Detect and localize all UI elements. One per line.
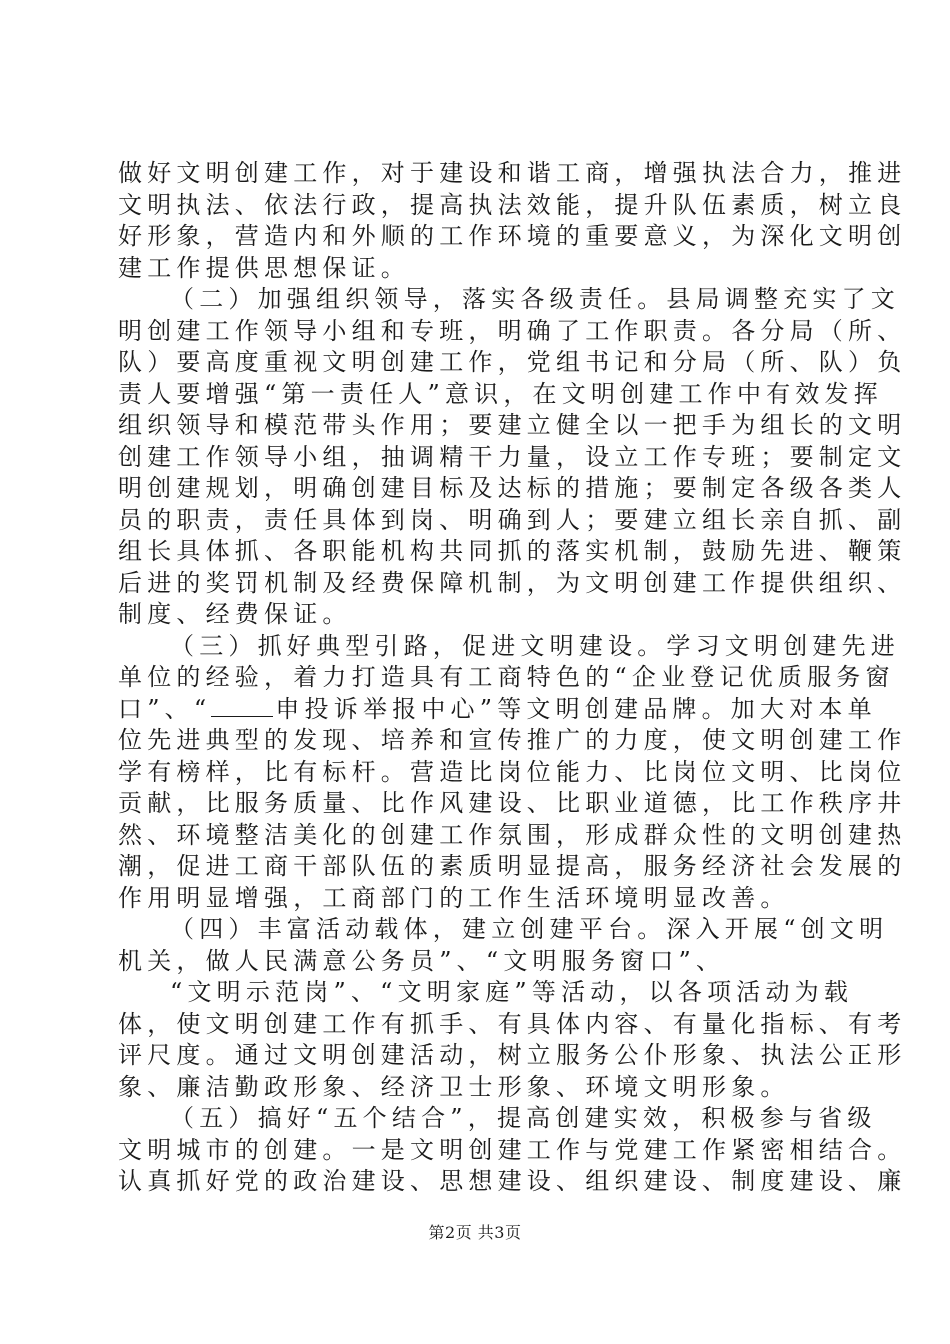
- text-segment: 申投诉举报中心”等文明创建品牌。加大对本单: [275, 694, 877, 723]
- text-line: 队）要高度重视文明创建工作，党组书记和分局（所、队）负: [118, 348, 907, 376]
- text-line: 象、廉洁勤政形象、经济卫士形象、环境文明形象。: [118, 1072, 790, 1101]
- text-line: 责人要增强“第一责任人”意识，在文明创建工作中有效发挥: [118, 379, 883, 408]
- text-line: 建工作提供思想保证。: [118, 253, 410, 282]
- text-line: 机关，做人民满意公务员”、“文明服务窗口”、: [118, 946, 726, 975]
- text-line: 文明城市的创建。一是文明创建工作与党建工作紧密相结合。: [118, 1135, 907, 1164]
- text-line: 潮，促进工商干部队伍的素质明显提高，服务经济社会发展的: [118, 852, 907, 880]
- paragraph-start-line: （三）抓好典型引路，促进文明建设。学习文明创建先进: [170, 631, 900, 660]
- text-line: 贡献，比服务质量、比作风建设、比职业道德，比工作秩序井: [118, 789, 907, 817]
- text-line: 评尺度。通过文明创建活动，树立服务公仆形象、执法公正形: [118, 1041, 907, 1069]
- text-line: 组织领导和模范带头作用；要建立健全以一把手为组长的文明: [118, 411, 907, 439]
- paragraph-start-line: （四）丰富活动载体，建立创建平台。深入开展“创文明: [170, 915, 889, 943]
- text-line: 学有榜样，比有标杆。营造比岗位能力、比岗位文明、比岗位: [118, 757, 907, 786]
- text-line-with-blank: [118, 694, 877, 726]
- text-line: 创建工作领导小组，抽调精干力量，设立工作专班；要制定文: [118, 442, 907, 471]
- text-line: 体，使文明创建工作有抓手、有具体内容、有量化指标、有考: [118, 1009, 907, 1038]
- page-number-footer: 第2页 共3页: [428, 1223, 522, 1242]
- text-line: 然、环境整洁美化的创建工作氛围，形成群众性的文明创建热: [118, 820, 907, 849]
- text-line: 明创建工作领导小组和专班，明确了工作职责。各分局（所、: [118, 316, 907, 345]
- text-line: 员的职责，责任具体到岗、明确到人；要建立组长亲自抓、副: [118, 505, 907, 534]
- text-line: 单位的经验，着力打造具有工商特色的“企业登记优质服务窗: [118, 663, 895, 691]
- text-line: “文明示范岗”、“文明家庭”等活动，以各项活动为载: [170, 978, 854, 1006]
- text-line: 文明执法、依法行政，提高执法效能，提升队伍素质，树立良: [118, 190, 907, 219]
- text-line: 制度、经费保证。: [118, 600, 352, 628]
- text-line: 好形象，营造内和外顺的工作环境的重要意义，为深化文明创: [118, 222, 907, 250]
- text-line: 组长具体抓、各职能机构共同抓的落实机制，鼓励先进、鞭策: [118, 537, 907, 565]
- text-segment: 口”、“: [118, 694, 212, 723]
- text-line: 作用明显增强，工商部门的工作生活环境明显改善。: [118, 883, 790, 912]
- text-line: 认真抓好党的政治建设、思想建设、组织建设、制度建设、廉: [118, 1167, 907, 1195]
- text-line: 做好文明创建工作，对于建设和谐工商，增强执法合力，推进: [118, 159, 907, 187]
- document-body: [118, 158, 907, 1198]
- text-line: 后进的奖罚机制及经费保障机制，为文明创建工作提供组织、: [118, 568, 907, 597]
- fill-in-blank: [211, 696, 273, 717]
- paragraph-start-line: （二）加强组织领导，落实各级责任。县局调整充实了文: [170, 285, 900, 313]
- paragraph-start-line: （五）搞好“五个结合”，提高创建实效，积极参与省级: [170, 1104, 877, 1132]
- text-line: 位先进典型的发现、培养和宣传推广的力度，使文明创建工作: [118, 726, 907, 754]
- text-line: 明创建规划，明确创建目标及达标的措施；要制定各级各类人: [118, 474, 907, 502]
